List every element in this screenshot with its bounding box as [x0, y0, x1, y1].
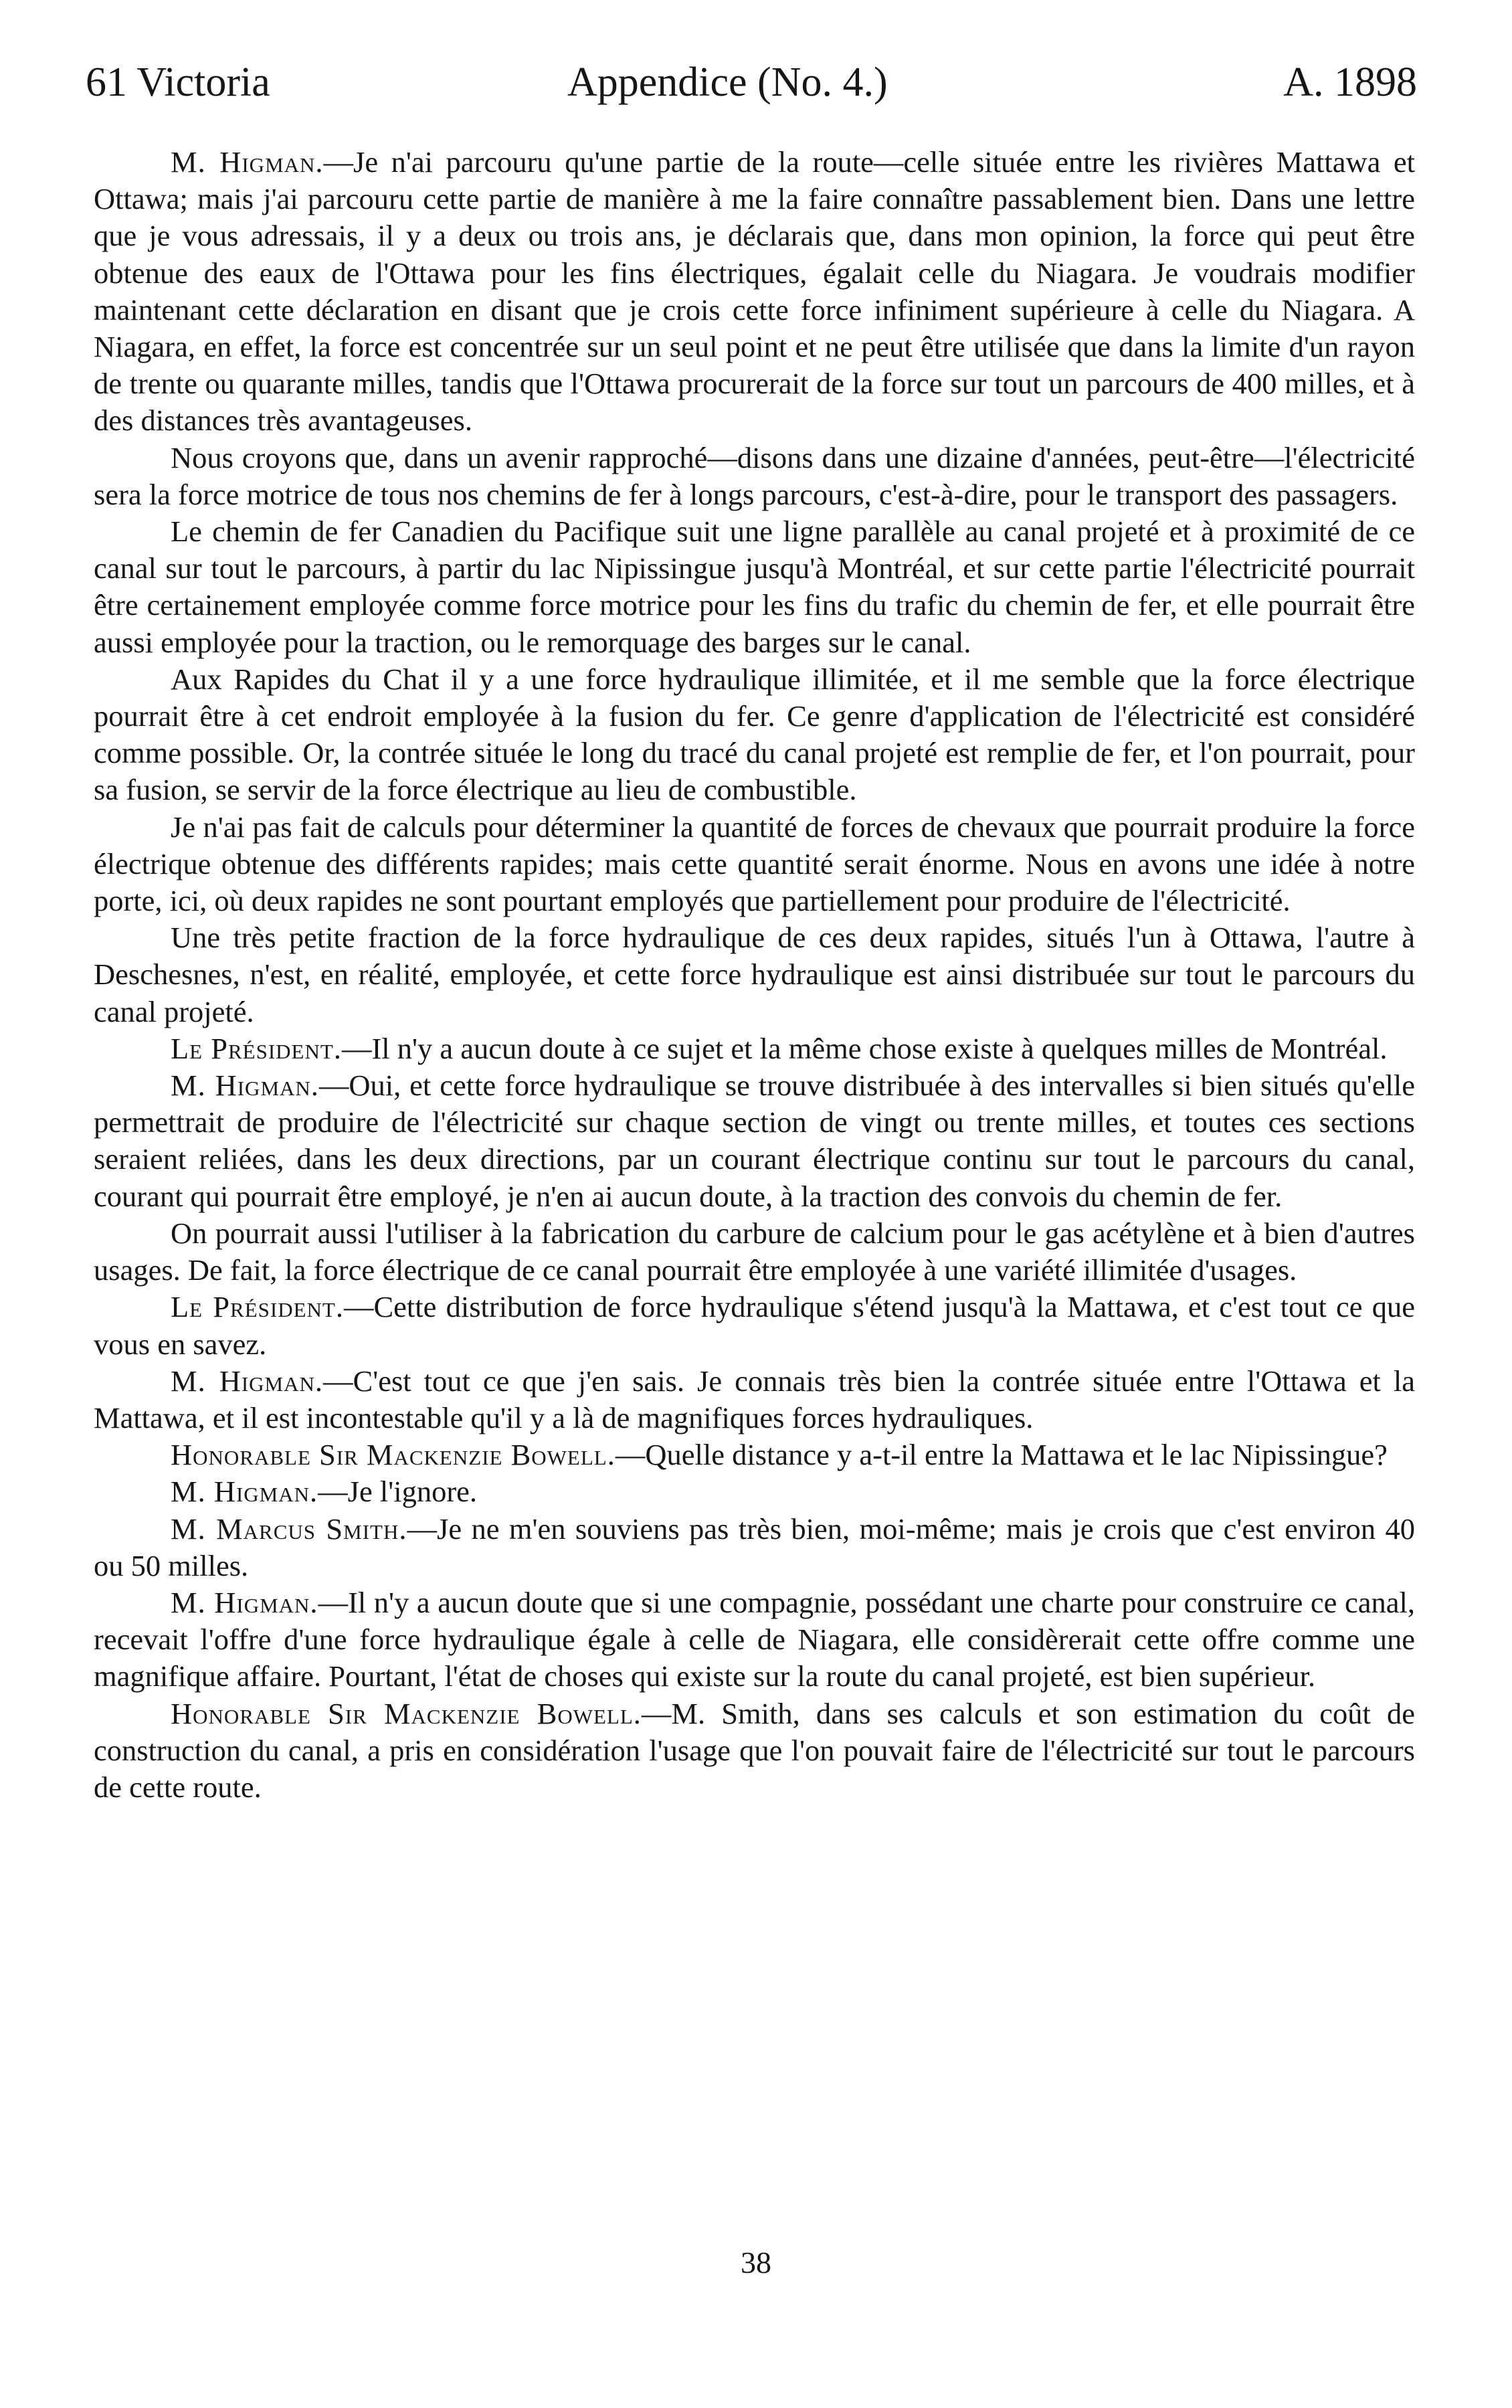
session-label: 61 Victoria	[86, 60, 270, 105]
paragraph-text: On pourrait aussi l'utiliser à la fabrication du carbure de calcium pour le gas acétylène et à bien d'autres usages. De fait, la force électrique de ce canal pourrait être employée à une variété illimitée d'usages.	[94, 1216, 1415, 1287]
paragraph	[94, 1289, 1415, 1362]
paragraph-text: —Je ne m'en souviens pas très bien, moi-même; mais je crois que c'est environ 40 ou 50 milles.	[94, 1511, 1416, 1582]
paragraph-text: —C'est tout ce que j'en sais. Je connais très bien la contrée située entre l'Ottawa et la Mattawa, et il est incontestable qu'il y a là de magnifiques forces hydrauliques.	[94, 1364, 1415, 1434]
paragraph-text: Le chemin de fer Canadien du Pacifique suit une ligne parallèle au canal projeté et à proximité de ce canal sur tout le parcours, à partir du lac Nipissingue jusqu'à Montréal, et sur cette partie l'électricité pourrait être certainement employée comme force motrice pour les fins du trafic du chemin de fer, et elle pourrait être aussi employée pour la traction, ou le remorquage des barges sur le canal.	[94, 515, 1415, 659]
paragraph-text: —M. Smith, dans ses calculs et son estimation du coût de construction du canal, a pris en considération l'usage que l'on pouvait faire de l'électricité sur tout le parcours de cette route.	[94, 1696, 1415, 1804]
paragraph-text: —Je l'ignore.	[318, 1475, 478, 1509]
speaker-name: M. Higman.	[171, 1585, 318, 1619]
paragraph-text: —Cette distribution de force hydraulique s'étend jusqu'à la Mattawa, et c'est tout ce que vous en savez.	[94, 1290, 1415, 1361]
document-body	[94, 144, 1415, 1806]
paragraph-text: —Oui, et cette force hydraulique se trouve distribuée à des intervalles si bien situés qu'elle permettrait de produire de l'électricité sur chaque section de vingt ou trente milles, et toutes ces sections seraient reliées, dans les deux directions, par un courant électrique continu sur tout le parcours du canal, courant qui pourrait être employé, je n'en ai aucun doute, à la traction des convois du chemin de fer.	[94, 1069, 1415, 1213]
paragraph	[94, 1437, 1415, 1473]
paragraph	[94, 1695, 1415, 1807]
speaker-name: Honorable Sir Mackenzie Bowell.	[171, 1438, 616, 1472]
paragraph-text: Une très petite fraction de la force hydraulique de ces deux rapides, situés l'un à Ottawa, l'autre à Deschesnes, n'est, en réalité, employée, et cette force hydraulique est ainsi distribuée sur tout le parcours du canal projeté.	[94, 921, 1415, 1028]
paragraph	[94, 440, 1415, 513]
paragraph	[94, 1030, 1415, 1067]
paragraph-text: —Il n'y a aucun doute à ce sujet et la même chose existe à quelques milles de Montréal.	[341, 1031, 1388, 1065]
speaker-name: Honorable Sir Mackenzie Bowell.	[171, 1696, 642, 1730]
paragraph	[94, 1215, 1415, 1289]
speaker-name: Le Président.	[171, 1031, 342, 1065]
appendix-label: Appendice (No. 4.)	[567, 60, 888, 105]
speaker-name: M. Higman.	[171, 1364, 324, 1398]
paragraph	[94, 1067, 1415, 1215]
paragraph	[94, 144, 1415, 440]
speaker-name: M. Higman.	[171, 1069, 319, 1103]
paragraph	[94, 661, 1415, 809]
paragraph-text: —Quelle distance y a-t-il entre la Mattawa et le lac Nipissingue?	[615, 1438, 1388, 1472]
page-number: 38	[741, 2245, 771, 2280]
speaker-name: M. Higman.	[171, 1475, 318, 1509]
speaker-name: Le Président.	[171, 1290, 344, 1324]
speaker-name: M. Higman.	[171, 145, 324, 179]
page-header	[86, 52, 1417, 112]
paragraph	[94, 809, 1415, 920]
speaker-name: M. Marcus Smith.	[171, 1511, 407, 1546]
paragraph	[94, 1363, 1415, 1437]
paragraph	[94, 919, 1415, 1030]
paragraph-text: Je n'ai pas fait de calculs pour déterminer la quantité de forces de chevaux que pourrait produire la force électrique obtenue des différents rapides; mais cette quantité serait énorme. Nous en avons une idée à notre porte, ici, où deux rapides ne sont pourtant employés que partiellement pour produire de l'électricité.	[94, 810, 1415, 918]
paragraph	[94, 513, 1415, 661]
paragraph	[94, 1511, 1415, 1584]
paragraph-text: Nous croyons que, dans un avenir rapproché—disons dans une dizaine d'années, peut-être—l'électricité sera la force motrice de tous nos chemins de fer à longs parcours, c'est-à-dire, pour le transport des passagers.	[94, 440, 1415, 511]
year-label: A. 1898	[1283, 60, 1417, 105]
paragraph-text: Aux Rapides du Chat il y a une force hydraulique illimitée, et il me semble que la force électrique pourrait être à cet endroit employée à la fusion du fer. Ce genre d'application de l'électricité est considéré comme possible. Or, la contrée située le long du tracé du canal projeté est remplie de fer, et l'on pourrait, pour sa fusion, se servir de la force électrique au lieu de combustible.	[94, 662, 1415, 807]
paragraph-text: —Il n'y a aucun doute que si une compagnie, possédant une charte pour construire ce canal, recevait l'offre d'une force hydraulique égale à celle de Niagara, elle considèrerait cette offre comme une magnifique affaire. Pourtant, l'état de choses qui existe sur la route du canal projeté, est bien supérieur.	[94, 1585, 1415, 1693]
paragraph-text: —Je n'ai parcouru qu'une partie de la route—celle située entre les rivières Mattawa et Ottawa; mais j'ai parcouru cette partie de manière à me la faire connaître passablement bien. Dans une lettre que je vous adressais, il y a deux ou trois ans, je déclarais que, dans mon opinion, la force qui peut être obtenue des eaux de l'Ottawa pour les fins électriques, égalait celle du Niagara. Je voudrais modifier maintenant cette déclaration en disant que je crois cette force infiniment supérieure à celle du Niagara. A Niagara, en effet, la force est concentrée sur un seul point et ne peut être utilisée que dans la limite d'un rayon de trente ou quarante milles, tandis que l'Ottawa procurerait de la force sur tout un parcours de 400 milles, et à des distances très avantageuses.	[94, 145, 1415, 438]
paragraph	[94, 1584, 1415, 1695]
paragraph	[94, 1473, 1415, 1510]
